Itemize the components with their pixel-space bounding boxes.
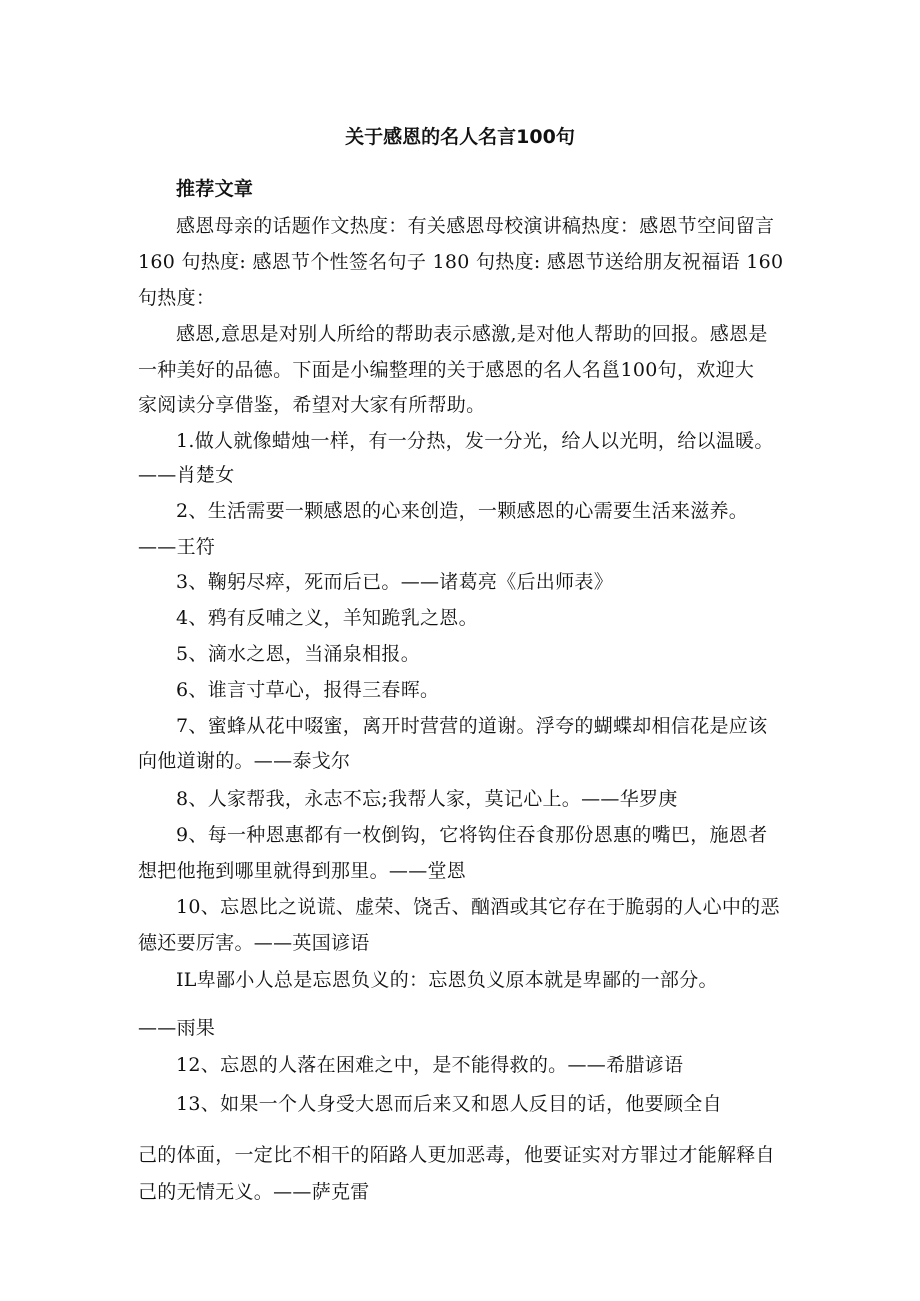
paragraph-line: 感恩母亲的话题作文热度：有关感恩母校演讲稿热度：感恩节空间留言	[176, 215, 775, 237]
quote-line: 13、如果一个人身受大恩而后来又和恩人反目的话，他要顾全自	[176, 1093, 722, 1115]
quote-line: 10、忘恩比之说谎、虚荣、饶舌、酗酒或其它存在于脆弱的人心中的恶	[176, 896, 780, 918]
quote-attribution: ——王符	[138, 536, 216, 558]
paragraph-line: 感恩,意思是对别人所给的帮助表示感激,是对他人帮助的回报。感恩是	[176, 323, 768, 345]
quote-line: 向他道谢的。——泰戈尔	[138, 750, 351, 772]
quote-line: IL卑鄙小人总是忘恩负义的：忘恩负义原本就是卑鄙的一部分。	[176, 969, 718, 991]
quote-line: 12、忘恩的人落在困难之中，是不能得救的。——希腊谚语	[176, 1054, 684, 1076]
quote-line: 己的体面，一定比不相干的陌路人更加恶毒，他要证实对方罪过才能解释自	[138, 1144, 775, 1166]
quote-line: 3、鞠躬尽瘁，死而后已。——诸葛亮《后出师表》	[176, 571, 613, 593]
paragraph-line: 160 句热度: 感恩节个性签名句子 180 句热度: 感恩节送给朋友祝福语 160	[138, 251, 784, 273]
quote-line: 4、鸦有反哺之义，羊知跪乳之恩。	[176, 607, 478, 629]
quote-line: 9、每一种恩惠都有一枚倒钩，它将钩住吞食那份恩惠的嘴巴，施恩者	[176, 824, 768, 846]
quote-line: 1.做人就像蜡烛一样，有一分热，发一分光，给人以光明，给以温暖。	[176, 430, 774, 452]
paragraph-line: 家阅读分享借鉴，希望对大家有所帮助。	[138, 394, 486, 416]
quote-line: 8、人家帮我，永志不忘;我帮人家，莫记心上。——华罗庚	[176, 788, 678, 810]
quote-line: 己的无情无义。——萨克雷	[138, 1181, 370, 1203]
quote-line: 德还要厉害。——英国谚语	[138, 932, 370, 954]
quote-line: 6、谁言寸草心，报得三春晖。	[176, 679, 440, 701]
quote-line: 5、滴水之恩，当涌泉相报。	[176, 643, 420, 665]
quote-line: 7、蜜蜂从花中啜蜜，离开时营营的道谢。浮夸的蝴蝶却相信花是应该	[176, 715, 768, 737]
document-title: 关于感恩的名人名言100句	[345, 126, 575, 148]
quote-line: 想把他拖到哪里就得到那里。——堂恩	[138, 860, 467, 882]
quote-attribution: ——雨果	[138, 1017, 216, 1039]
quote-attribution: ——肖楚女	[138, 464, 235, 486]
paragraph-line: 一种美好的品德。下面是小编整理的关于感恩的名人名邕100句，欢迎大	[138, 359, 755, 381]
section-heading: 推荐文章	[176, 178, 254, 200]
quote-line: 2、生活需要一颗感恩的心来创造，一颗感恩的心需要生活来滋养。	[176, 500, 749, 522]
paragraph-line: 句热度：	[138, 287, 216, 309]
